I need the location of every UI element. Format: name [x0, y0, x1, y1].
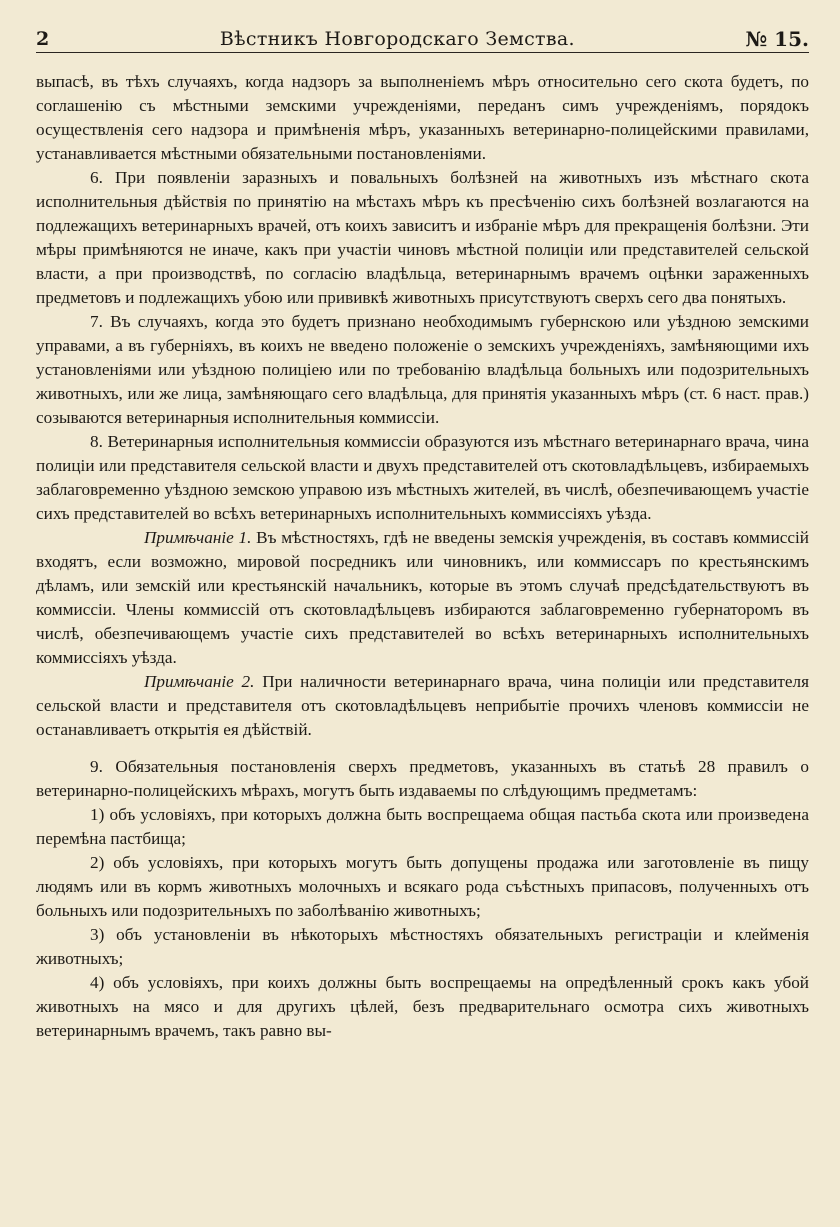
paragraph-9: 9. Обязательныя постановленія сверхъ предметовъ, указанныхъ въ статьѣ 28 правилъ о ветеринарно-полицейскихъ мѣрахъ, могутъ быть издаваемы по слѣдующимъ предметамъ: — [36, 757, 809, 800]
paragraph-continued: выпасѣ, въ тѣхъ случаяхъ, когда надзоръ за выполненіемъ мѣръ относительно сего скота будетъ, по соглашенію съ мѣстными земскими учрежденіями, переданъ симъ учрежденіямъ, порядокъ осуществленія сего надзора и примѣненія мѣръ, указанныхъ ветеринарно-полицейскими правилами, устанавливается мѣстными обязательными постановленіями. — [36, 72, 809, 163]
journal-title: Вѣстникъ Новгородскаго Земства. — [219, 28, 575, 50]
running-head — [36, 16, 809, 53]
paragraph-7: 7. Въ случаяхъ, когда это будетъ признано необходимымъ губернскою или уѣздною земскими управами, а въ губерніяхъ, въ коихъ не введено положеніе о земскихъ учрежденіяхъ, замѣняющими ихъ установленіями или уѣздною полиціею или по требованію владѣльца больныхъ или подозрительныхъ животныхъ, или же лица, замѣняющаго сего владѣльца, для принятія указанныхъ мѣръ (ст. 6 наст. прав.) созываются ветеринарныя исполнительныя коммиссіи. — [36, 312, 809, 427]
note-2-label: Примѣчаніе 2. — [144, 672, 255, 691]
paragraph-8: 8. Ветеринарныя исполнительныя коммиссіи образуются изъ мѣстнаго ветеринарнаго врача, чина полиціи или представителя сельской власти и двухъ представителей отъ скотовладѣльцевъ, избираемыхъ заблаговременно уѣздною земскою управою изъ мѣстныхъ жителей, въ числѣ, обезпечивающемъ участіе сихъ представителей во всѣхъ ветеринарныхъ исполнительныхъ коммиссіяхъ уѣзда. — [36, 432, 809, 523]
paragraph-6: 6. При появленіи заразныхъ и повальныхъ болѣзней на животныхъ изъ мѣстнаго скота исполнительныя дѣйствія по принятію на мѣстахъ мѣръ къ пресѣченію сихъ болѣзней возлагаются на подлежащихъ ветеринарныхъ врачей, отъ коихъ зависитъ и избраніе мѣръ для прекращенія болѣзни. Эти мѣры примѣняются не иначе, какъ при участіи чиновъ мѣстной полиціи или представителей сельской власти, а при производствѣ, по согласію владѣльца, ветеринарнымъ врачемъ оцѣнки зараженныхъ предметовъ и подлежащихъ убою или прививкѣ животныхъ присутствуютъ сверхъ сего два понятыхъ. — [36, 168, 809, 307]
list-item-1: 1) объ условіяхъ, при которыхъ должна быть воспрещаема общая пастьба скота или произведена перемѣна пастбища; — [36, 805, 809, 848]
article-body — [36, 70, 809, 1043]
list-item-4: 4) объ условіяхъ, при коихъ должны быть воспрещаемы на опредѣленный срокъ какъ убой животныхъ на мясо и для другихъ цѣлей, безъ предварительнаго осмотра сихъ животныхъ ветеринарнымъ врачемъ, такъ равно вы- — [36, 973, 809, 1040]
note-1-text: Въ мѣстностяхъ, гдѣ не введены земскія учрежденія, въ составъ коммиссій входятъ, если возможно, мировой посредникъ или чиновникъ, или коммиссаръ по крестьянскимъ дѣламъ, или земскій или крестьянскій начальникъ, которые въ этомъ случаѣ предсѣдательствуютъ въ коммиссіи. Члены коммиссій отъ скотовладѣльцевъ избираются заблаговременно губернаторомъ въ числѣ, обезпечивающемъ участіе сихъ представителей во всѣхъ ветеринарныхъ исполнительныхъ коммиссіяхъ уѣзда. — [36, 528, 810, 667]
issue-number: № 15. — [745, 27, 809, 51]
page-number: 2 — [36, 28, 50, 50]
note-2 — [36, 670, 809, 742]
note-1 — [36, 526, 809, 670]
note-1-label: Примѣчаніе 1. — [144, 528, 252, 547]
list-item-3: 3) объ установленіи въ нѣкоторыхъ мѣстностяхъ обязательныхъ регистраціи и клейменія животныхъ; — [36, 925, 809, 968]
note-2-text: При наличности ветеринарнаго врача, чина полиціи или представителя сельской власти и представителя отъ скотовладѣльцевъ неприбытіе прочихъ членовъ коммиссіи не останавливаетъ открытія ея дѣйствій. — [36, 672, 810, 739]
list-item-2: 2) объ условіяхъ, при которыхъ могутъ быть допущены продажа или заготовленіе въ пищу людямъ или въ кормъ животныхъ молочныхъ и всякаго рода съѣстныхъ припасовъ, полученныхъ отъ больныхъ или подозрительныхъ по заболѣванію животныхъ; — [36, 853, 809, 920]
